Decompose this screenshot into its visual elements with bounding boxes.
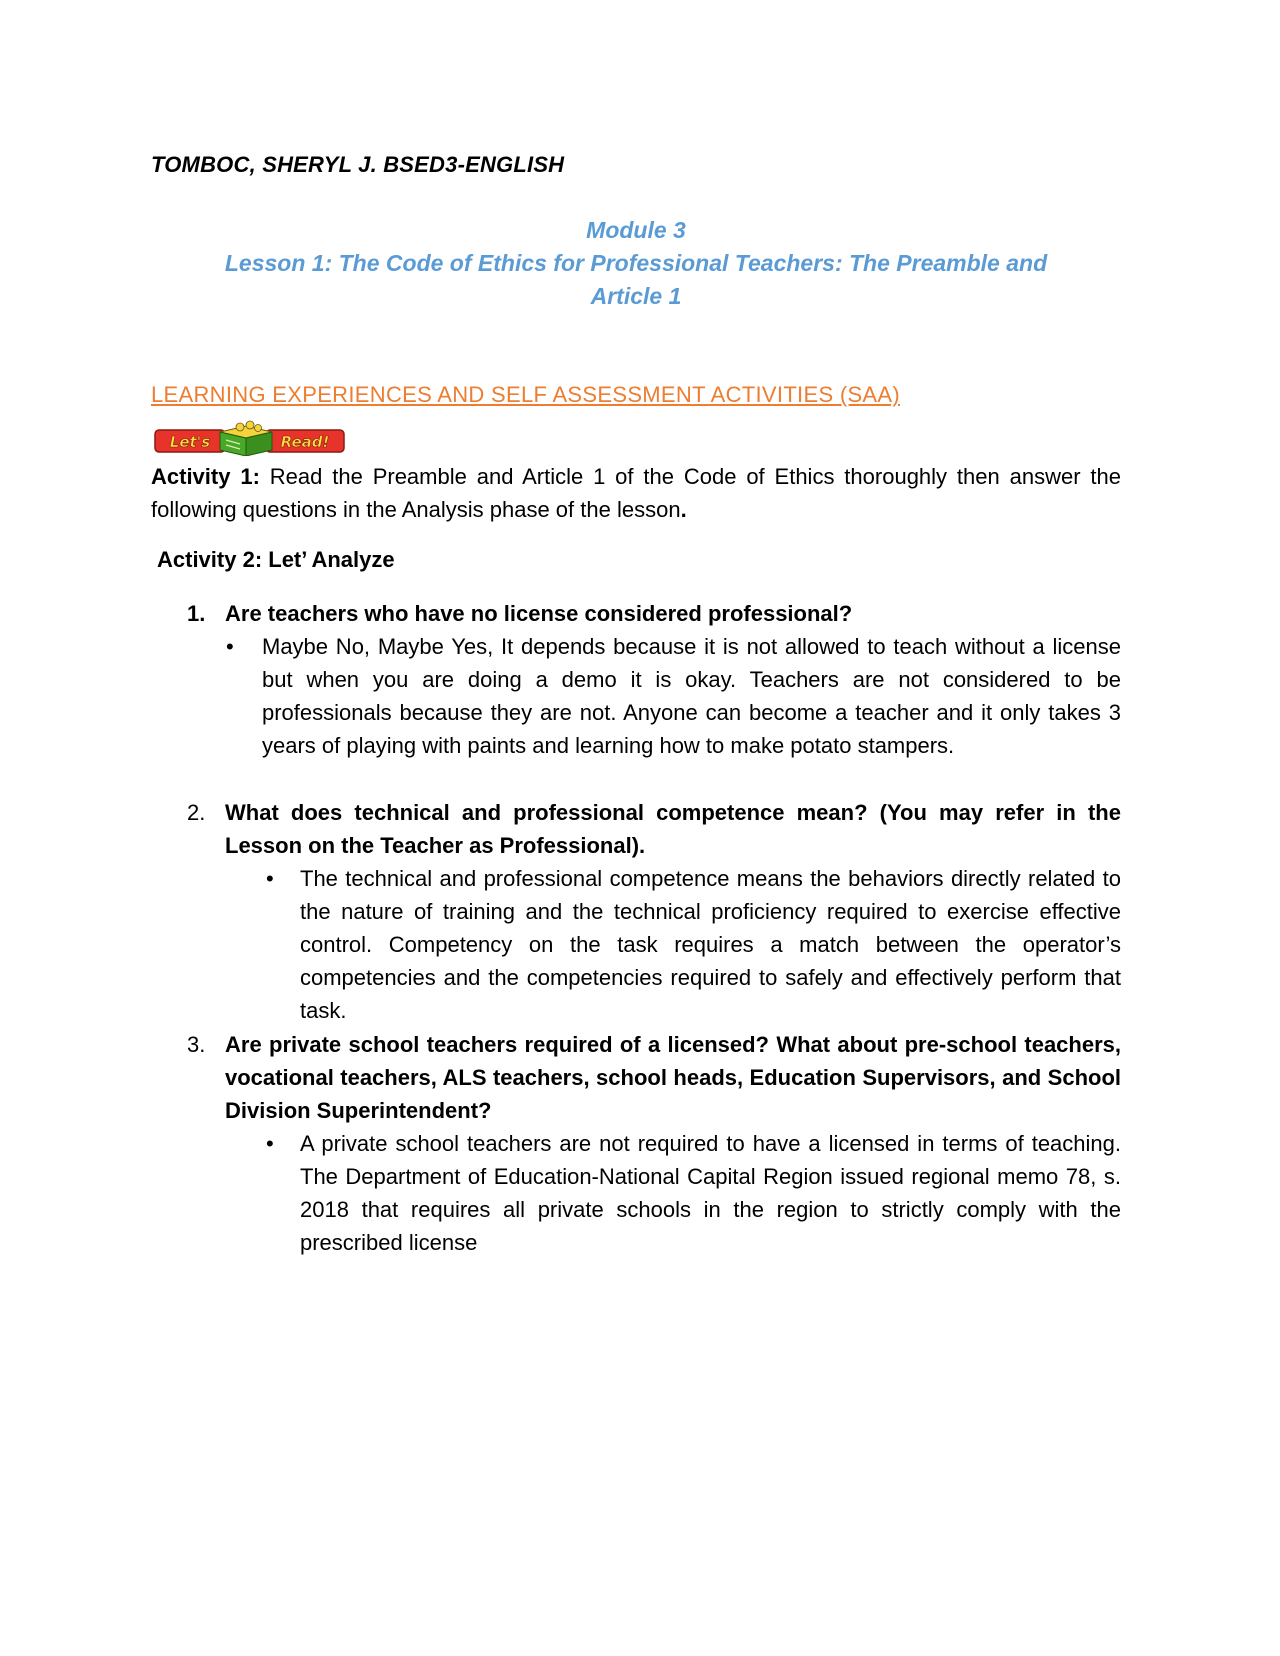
- answer-2: [266, 862, 1121, 1027]
- answer-1-bullet: •: [226, 634, 234, 659]
- banner-left-text: Let's: [169, 433, 211, 451]
- question-3-number: 3.: [187, 1032, 206, 1057]
- question-2-text: What does technical and professional competence mean? (You may refer in the Lesson on the Teacher as Professional).: [225, 800, 1121, 858]
- question-1-number: 1.: [187, 601, 206, 626]
- answer-3: [266, 1127, 1121, 1259]
- activity-1-text: Read the Preamble and Article 1 of the Code of Ethics thoroughly then answer the following questions in the Analysis phase of the lesson: [151, 464, 1121, 522]
- module-title: Module 3: [586, 217, 686, 243]
- lesson-heading: [151, 214, 1121, 313]
- banner-right-text: Read!: [280, 433, 330, 451]
- answer-1: [226, 630, 1121, 762]
- question-1-text: Are teachers who have no license considered professional?: [225, 601, 853, 626]
- question-3-text: Are private school teachers required of a licensed? What about pre-school teachers, vocational teachers, ALS teachers, school heads, Education Supervisors, and School Division Superintendent?: [225, 1032, 1121, 1123]
- lesson-title-line-2: Article 1: [590, 283, 682, 309]
- activity-1-paragraph: [151, 460, 1121, 526]
- lesson-title-line-1: Lesson 1: The Code of Ethics for Professional Teachers: The Preamble and: [224, 250, 1048, 276]
- activity-1-period: .: [680, 497, 687, 522]
- answer-3-bullet: •: [266, 1131, 274, 1156]
- answer-1-text: Maybe No, Maybe Yes, It depends because it is not allowed to teach without a license but when you are doing a demo it is okay. Teachers are not considered to be professionals because they are not. Anyone can become a teacher and it only takes 3 years of playing with paints and learning how to make potato stampers.: [262, 634, 1121, 758]
- activity-1-label: Activity 1:: [151, 464, 260, 489]
- author-line: TOMBOC, SHERYL J. BSED3-ENGLISH: [151, 152, 565, 177]
- activity-2-label: Activity 2: Let’ Analyze: [157, 547, 395, 572]
- answer-2-text: The technical and professional competence means the behaviors directly related to the nature of training and the technical proficiency required to exercise effective control. Competency on the task requires a match between the operator’s competencies and the competencies required to safely and effectively perform that task.: [300, 866, 1121, 1023]
- question-3: [187, 1028, 1121, 1127]
- answer-3-text: A private school teachers are not required to have a licensed in terms of teaching. The Department of Education-National Capital Region issued regional memo 78, s. 2018 that requires all private schools in the region to strictly comply with the prescribed license: [300, 1131, 1121, 1255]
- lets-read-banner: [154, 418, 346, 456]
- question-2-number: 2.: [187, 800, 206, 825]
- answer-2-bullet: •: [266, 866, 274, 891]
- question-2: [187, 796, 1121, 862]
- book-icon: [220, 421, 272, 456]
- section-title: LEARNING EXPERIENCES AND SELF ASSESSMENT ACTIVITIES (SAA): [151, 382, 901, 407]
- question-1: [187, 597, 1121, 630]
